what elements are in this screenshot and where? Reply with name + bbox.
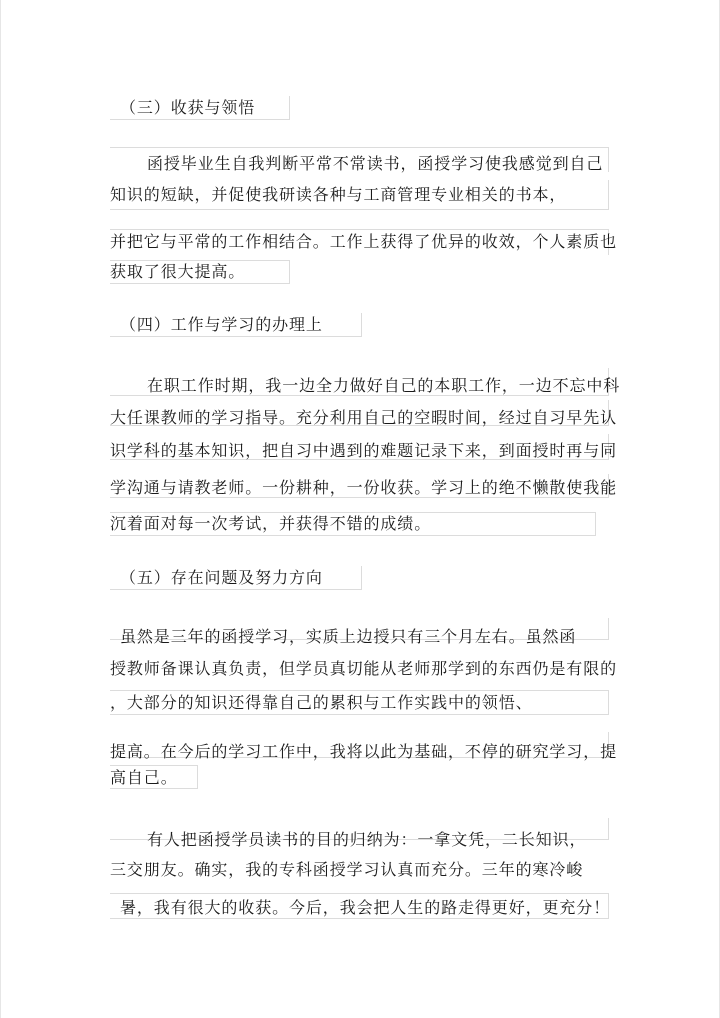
- paragraph-line: 授教师备课认真负责，但学员真切能从老师那学到的东西仍是有限的: [110, 659, 618, 678]
- paragraph-line: 三交朋友。确实，我的专科函授学习认真而充分。三年的寒冷峻: [110, 860, 584, 879]
- paragraph-line: 沉着面对每一次考试，并获得不错的成绩。: [110, 514, 432, 533]
- section-heading: （三）收获与领悟: [120, 98, 256, 117]
- paragraph-line: 学沟通与请教老师。一份耕种，一份收获。学习上的绝不懒散使我能: [110, 478, 618, 497]
- paragraph-line: 提高。在今后的学习工作中，我将以此为基础，不停的研究学习，提: [110, 742, 618, 761]
- paragraph-line: 在职工作时期，我一边全力做好自己的本职工作，一边不忘中科: [147, 376, 621, 395]
- paragraph-line: 大任课教师的学习指导。充分利用自己的空暇时间，经过自习早先认: [110, 408, 618, 427]
- paragraph-line: 暑，我有很大的收获。今后，我会把人生的路走得更好，更充分！: [120, 898, 611, 917]
- paragraph-line: 知识的短缺，并促使我研读各种与工商管理专业相关的书本，: [110, 185, 567, 204]
- section-heading: （四）工作与学习的办理上: [120, 315, 323, 334]
- paragraph-line: 并把它与平常的工作相结合。工作上获得了优异的收效，个人素质也: [110, 232, 618, 251]
- page-edge-left: [0, 0, 1, 1018]
- paragraph-line: 获取了很大提高。: [110, 262, 246, 281]
- section-heading: （五）存在问题及努力方向: [120, 568, 323, 587]
- paragraph-line: 识学科的基本知识，把自习中遇到的难题记录下来，到面授时再与同: [110, 441, 618, 460]
- paragraph-line: ，大部分的知识还得靠自己的累积与工作实践中的领悟、: [110, 693, 533, 712]
- paragraph-line: 函授毕业生自我判断平常不常读书，函授学习使我感觉到自己: [147, 154, 604, 173]
- paragraph-line: 虽然是三年的函授学习，实质上边授只有三个月左右。虽然函: [120, 627, 577, 646]
- paragraph-line: 高自己。: [110, 768, 178, 787]
- paragraph-line: 有人把函授学员读书的目的归纳为：一拿文凭，二长知识，: [147, 830, 587, 849]
